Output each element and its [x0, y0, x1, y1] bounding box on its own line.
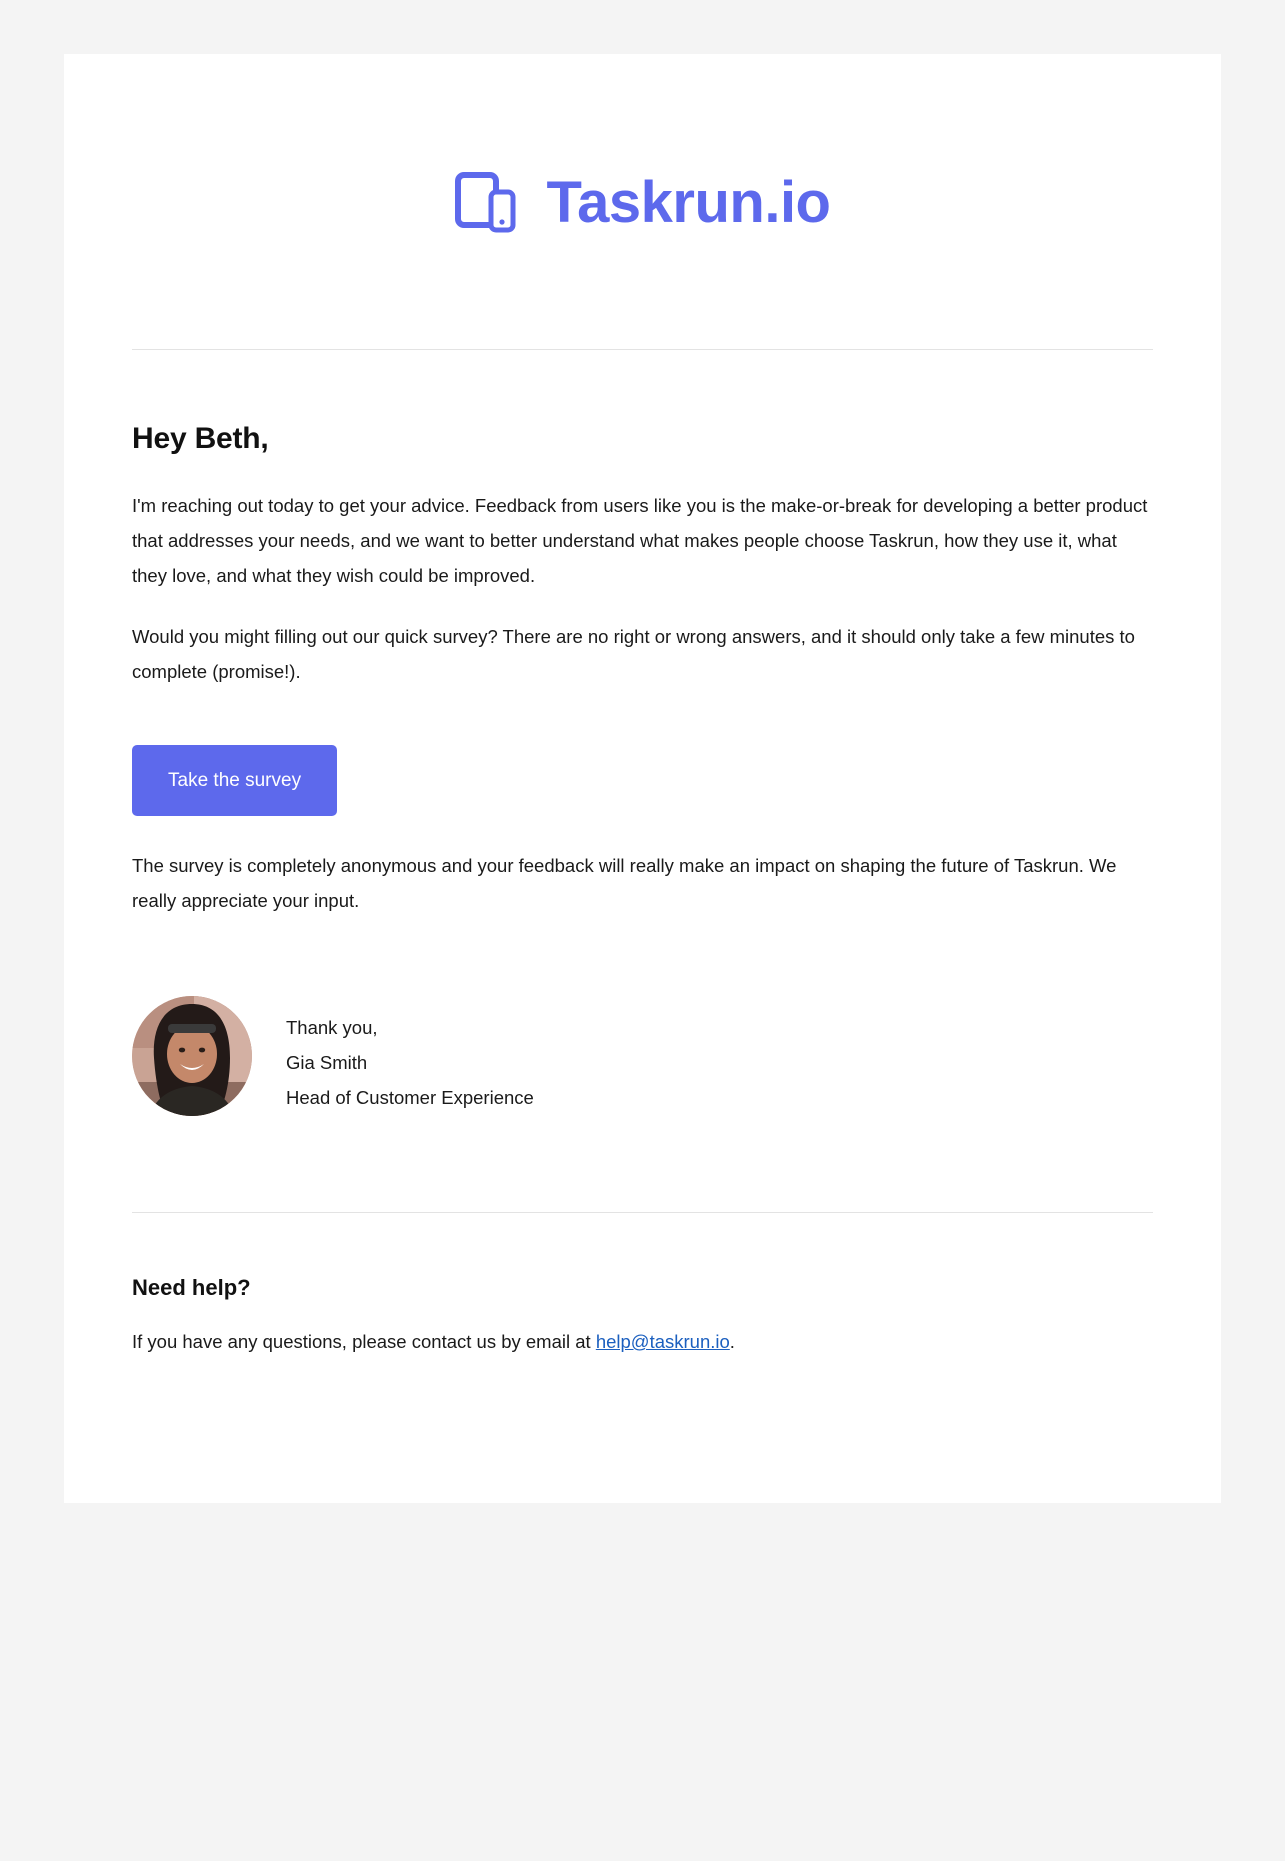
cta-container	[132, 745, 1153, 816]
help-text-before: If you have any questions, please contact us by email at	[132, 1331, 596, 1352]
header-divider	[132, 349, 1153, 350]
help-text-after: .	[729, 1331, 735, 1352]
email-body	[64, 422, 1221, 1116]
need-help-heading: Need help?	[132, 1275, 251, 1300]
email-footer	[64, 1275, 1221, 1358]
body-paragraph-2: Would you might filling out our quick survey? There are no right or wrong answers, and it should only take a few minutes to complete (promise!).	[132, 626, 1135, 682]
greeting-heading: Hey Beth,	[132, 422, 269, 455]
brand-logo[interactable]	[455, 172, 831, 234]
help-email-link[interactable]: help@taskrun.io	[595, 1331, 730, 1352]
body-paragraph-1: I'm reaching out today to get your advice. Feedback from users like you is the make-or-break for developing a better product that addresses your needs, and we want to better understand what makes people choose Taskrun, how they use it, what they love, and what they wish could be improved.	[132, 495, 1148, 586]
email-card	[64, 54, 1221, 1503]
devices-icon	[455, 172, 529, 234]
signature-lines	[286, 996, 534, 1115]
signature-name: Gia Smith	[286, 1052, 368, 1073]
signature-closing: Thank you,	[286, 1017, 378, 1038]
signature-title: Head of Customer Experience	[286, 1087, 534, 1108]
brand-name: Taskrun.io	[546, 170, 831, 235]
avatar	[132, 996, 252, 1116]
help-text	[132, 1325, 1153, 1358]
take-the-survey-button[interactable]: Take the survey	[132, 745, 337, 816]
body-paragraph-3: The survey is completely anonymous and your feedback will really make an impact on shaping the future of Taskrun. We really appreciate your input.	[132, 855, 1117, 911]
signature-block	[132, 996, 1153, 1116]
email-header	[64, 54, 1221, 239]
footer-divider	[132, 1212, 1153, 1213]
